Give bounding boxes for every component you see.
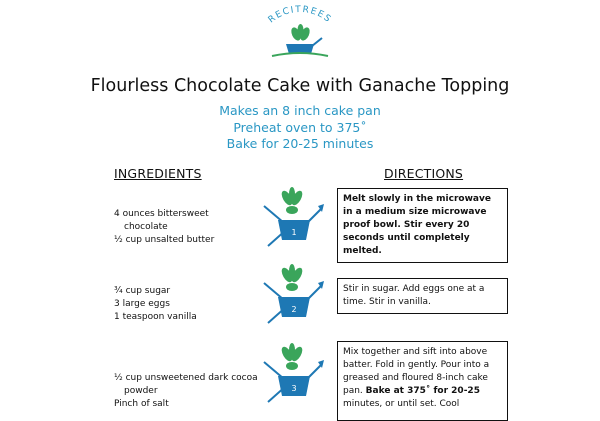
ingredients-group-3	[114, 372, 258, 411]
ingredient-line: Pinch of salt	[114, 399, 169, 409]
step-3-bake-emphasis: Bake at 375˚ for 20-25	[365, 386, 480, 396]
svg-text:2: 2	[291, 305, 297, 314]
step-3-direction	[337, 341, 508, 421]
step-3-text-a: Mix together and sift into above batter. Fold in gently. Pour into a greased and floured 8-inch cake pan.	[343, 347, 490, 396]
ingredient-line: ¾ cup sugar	[114, 286, 171, 296]
step-1-icon	[260, 184, 326, 248]
step-3-icon	[260, 340, 326, 404]
ingredient-line: powder	[124, 386, 158, 396]
svg-text:1: 1	[291, 228, 297, 237]
step-3-text-c: minutes, or until set. Cool	[343, 399, 460, 409]
preheat-line: Preheat oven to 375˚	[233, 120, 367, 135]
ingredients-group-1	[114, 208, 214, 247]
recitrees-logo	[252, 4, 348, 66]
ingredients-heading: INGREDIENTS	[114, 166, 202, 181]
ingredients-group-2	[114, 285, 197, 324]
ingredient-line: ½ cup unsalted butter	[114, 235, 215, 245]
ingredient-line: 3 large eggs	[114, 299, 170, 309]
directions-heading: DIRECTIONS	[384, 166, 464, 181]
recipe-title: Flourless Chocolate Cake with Ganache Topping	[90, 76, 510, 96]
svg-text:RECITREES: RECITREES	[266, 4, 334, 26]
ingredient-line: ½ cup unsweetened dark cocoa	[114, 373, 258, 383]
ingredient-line: 1 teaspoon vanilla	[114, 312, 197, 322]
bake-time-line: Bake for 20-25 minutes	[226, 136, 374, 151]
step-2-direction: Stir in sugar. Add eggs one at a time. Stir in vanilla.	[337, 278, 508, 314]
ingredient-line: chocolate	[124, 222, 168, 232]
ingredient-line: 4 ounces bittersweet	[114, 209, 209, 219]
yield-line: Makes an 8 inch cake pan	[219, 103, 381, 118]
step-1-direction: Melt slowly in the microwave in a medium size microwave proof bowl. Stir every 20 seconds until completely melted.	[337, 188, 508, 263]
step-2-icon	[260, 261, 326, 325]
svg-text:3: 3	[291, 384, 297, 393]
